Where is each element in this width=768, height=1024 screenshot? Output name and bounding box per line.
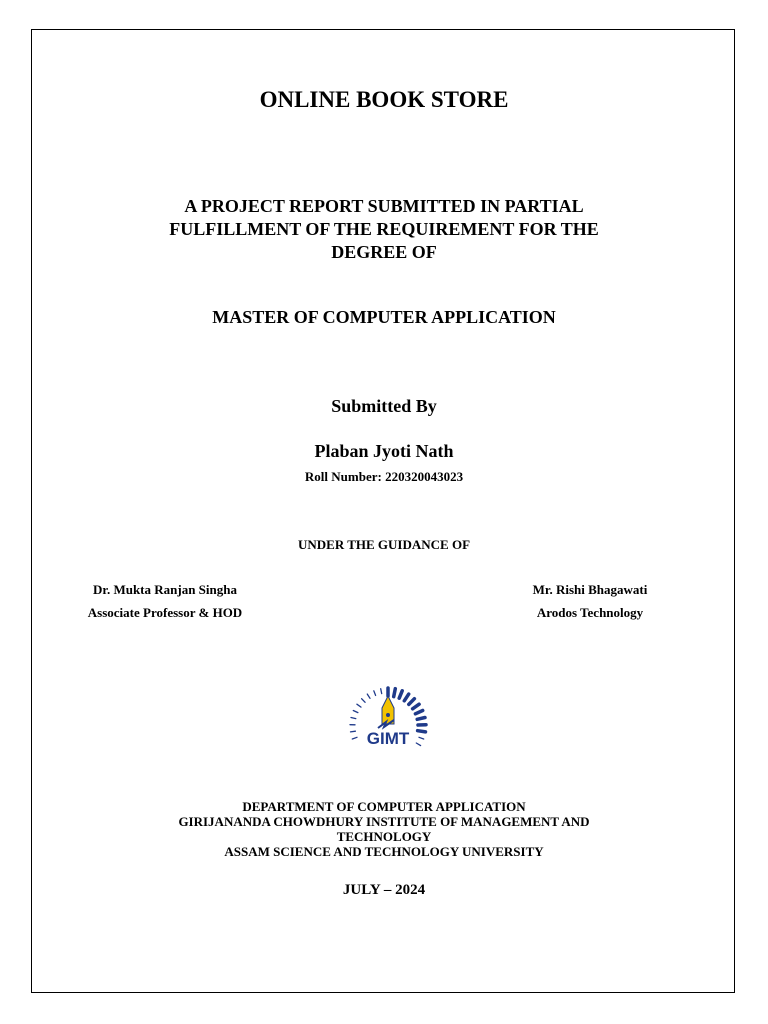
document-title: ONLINE BOOK STORE [259,87,509,112]
guide-external [485,578,695,624]
institution-line: ASSAM SCIENCE AND TECHNOLOGY UNIVERSITY [224,844,544,859]
guidance-label: UNDER THE GUIDANCE OF [297,537,471,552]
purpose-line: DEGREE OF [331,242,437,262]
guide-name: Mr. Rishi Bhagawati [532,582,648,597]
institution-line: TECHNOLOGY [336,829,432,844]
guide-designation: Associate Professor & HOD [87,605,243,620]
institution-block [0,799,768,859]
gimt-logo-icon [340,682,436,770]
guide-internal [60,578,270,624]
student-name: Plaban Jyoti Nath [314,441,454,461]
roll-number: Roll Number: 220320043023 [304,469,464,484]
institution-line: DEPARTMENT OF COMPUTER APPLICATION [242,799,526,814]
logo-text: GIMT [366,729,410,748]
purpose-line: FULFILLMENT OF THE REQUIREMENT FOR THE [169,219,599,239]
submission-date: JULY – 2024 [342,882,426,898]
submitted-by-label: Submitted By [331,396,437,416]
purpose-line: A PROJECT REPORT SUBMITTED IN PARTIAL [184,196,584,216]
report-purpose [0,195,768,264]
guide-designation: Arodos Technology [536,605,644,620]
guide-name: Dr. Mukta Ranjan Singha [92,582,237,597]
degree-name: MASTER OF COMPUTER APPLICATION [212,307,556,327]
institution-line: GIRIJANANDA CHOWDHURY INSTITUTE OF MANAGEMENT AND [178,814,590,829]
